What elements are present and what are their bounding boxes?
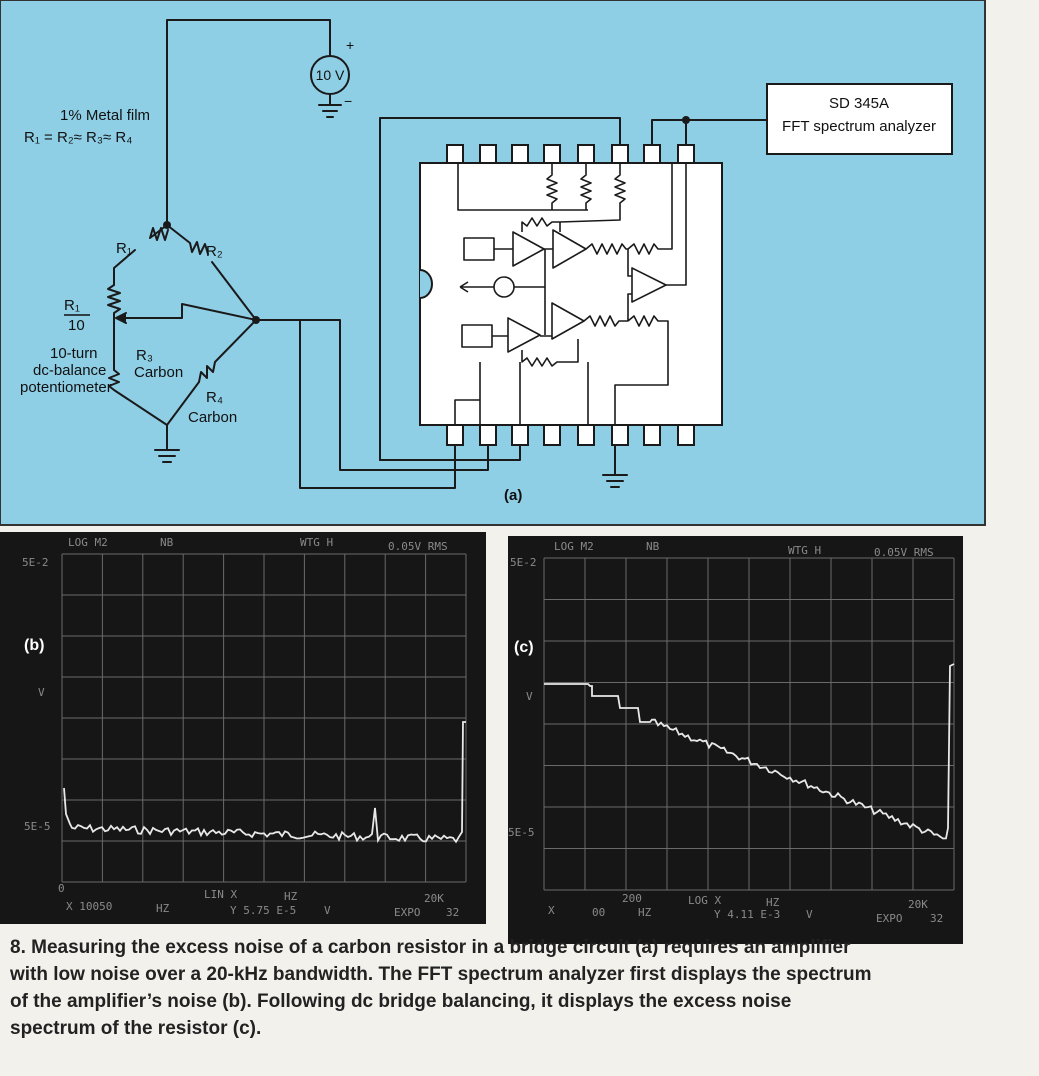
scope-c-grid: [544, 558, 954, 890]
scope-c-top-right: 0.05V RMS: [874, 546, 934, 559]
scope-b-bottom-v: V: [324, 904, 331, 917]
label-r1: R₁: [116, 240, 132, 257]
scope-b-bottom-scale: LIN X: [204, 888, 238, 901]
caption-line-4: spectrum of the resistor (c).: [10, 1018, 262, 1039]
chip-pin: [480, 425, 496, 445]
source-minus: −: [344, 93, 353, 109]
scope-b-y-top: 5E-2: [22, 556, 49, 569]
current-source-icon: [494, 277, 514, 297]
chip-pin: [678, 145, 694, 163]
chip-pin: [644, 425, 660, 445]
label-r3-type: Carbon: [134, 364, 184, 381]
scope-c-y-bottom: 5E-5: [508, 826, 535, 839]
scope-c-bottom-scale: LOG X: [688, 894, 722, 907]
scope-b-y-bottom: 5E-5: [24, 820, 51, 833]
scope-c-y-top: 5E-2: [510, 556, 537, 569]
scope-c-bottom-v: V: [806, 908, 813, 921]
block-2: [462, 325, 492, 347]
chip-pin: [612, 145, 628, 163]
chip-pin: [578, 425, 594, 445]
chip-pin: [544, 145, 560, 163]
source-label: 10 V: [315, 67, 345, 83]
label-r2: R₂: [206, 243, 223, 260]
circuit-diagram: [0, 0, 1039, 530]
chip-pin: [480, 145, 496, 163]
scope-c-bottom-x: X: [548, 904, 555, 917]
source-plus: +: [346, 37, 355, 53]
node-top: [163, 221, 171, 229]
scope-b-bottom-hz2: HZ: [284, 890, 298, 903]
scope-b-bottom-20k: 20K: [424, 892, 444, 905]
scope-b-y-mid: V: [38, 686, 45, 699]
label-r4-type: Carbon: [188, 409, 238, 426]
resistor-note-line2: R₁ = R₂≈ R₃≈ R₄: [24, 129, 133, 146]
label-r4: R₄: [206, 389, 223, 406]
pot-fraction-num: R₁: [64, 297, 80, 314]
scope-c-bottom-200: 200: [622, 892, 642, 905]
pot-fraction-den: 10: [68, 317, 85, 334]
scope-c-bottom-expo: EXPO: [876, 912, 903, 925]
scope-c-top-wtg: WTG H: [788, 544, 822, 557]
caption-line-2: with low noise over a 20-kHz bandwidth. The FFT spectrum analyzer first displays the spectrum: [10, 964, 872, 985]
chip-pin: [544, 425, 560, 445]
scope-b-bottom-expo: EXPO: [394, 906, 421, 919]
scope-b-bottom-hz1: HZ: [156, 902, 170, 915]
analyzer-line1: SD 345A: [828, 95, 890, 112]
chip-pin: [447, 425, 463, 445]
scope-b-top-right: 0.05V RMS: [388, 540, 448, 553]
scope-c-bottom-20k: 20K: [908, 898, 928, 911]
pot-line3: potentiometer: [20, 379, 112, 396]
scope-b-top-wtg: WTG H: [300, 536, 334, 549]
pot-line1: 10-turn: [50, 345, 98, 362]
scope-b-svg: [0, 532, 486, 924]
scope-screen-c: [508, 536, 963, 944]
label-r3: R₃: [136, 347, 153, 364]
pot-line2: dc-balance: [33, 362, 107, 379]
chip-pin: [612, 425, 628, 445]
node-analyzer: [682, 116, 690, 124]
node-right: [252, 316, 260, 324]
figure-caption: [10, 934, 990, 1042]
scope-c-bottom-32: 32: [930, 912, 944, 925]
amplifier-chip: [420, 163, 722, 425]
scope-c-top-nb: NB: [646, 540, 660, 553]
scope-c-bottom-y: Y 4.11 E-3: [714, 908, 781, 921]
scope-c-svg: [508, 536, 963, 944]
caption-line-3: of the amplifier’s noise (b). Following dc bridge balancing, it displays the excess noise: [10, 991, 792, 1012]
scope-b-bottom-y: Y 5.75 E-5: [230, 904, 297, 917]
analyzer-line2: FFT spectrum analyzer: [782, 118, 936, 135]
panel-label-a: (a): [504, 487, 523, 504]
scope-c-y-mid: V: [526, 690, 533, 703]
block-1: [464, 238, 494, 260]
scope-b-trace: [64, 722, 466, 842]
panel-label-c: (c): [514, 639, 534, 656]
resistor-note-line1: 1% Metal film: [60, 107, 151, 124]
scope-screen-b: [0, 532, 486, 924]
chip-pin: [678, 425, 694, 445]
chip-pin: [512, 425, 528, 445]
chip-pin: [578, 145, 594, 163]
caption-line-1: 8. Measuring the excess noise of a carbon resistor in a bridge circuit (a) requires an amplifier: [10, 937, 851, 958]
chip-pin: [644, 145, 660, 163]
chip-pin: [512, 145, 528, 163]
scope-b-bottom-x: X 10050: [66, 900, 113, 913]
scope-b-y-zero: 0: [58, 882, 65, 895]
scope-b-top-left: LOG M2: [68, 536, 108, 549]
scope-c-bottom-hz1: HZ: [638, 906, 652, 919]
scope-b-top-nb: NB: [160, 536, 174, 549]
scope-c-bottom-00: 00: [592, 906, 606, 919]
chip-pin: [447, 145, 463, 163]
scope-b-bottom-32: 32: [446, 906, 460, 919]
scope-c-bottom-hz2: HZ: [766, 896, 780, 909]
panel-label-b: (b): [24, 637, 45, 654]
scope-c-top-left: LOG M2: [554, 540, 594, 553]
